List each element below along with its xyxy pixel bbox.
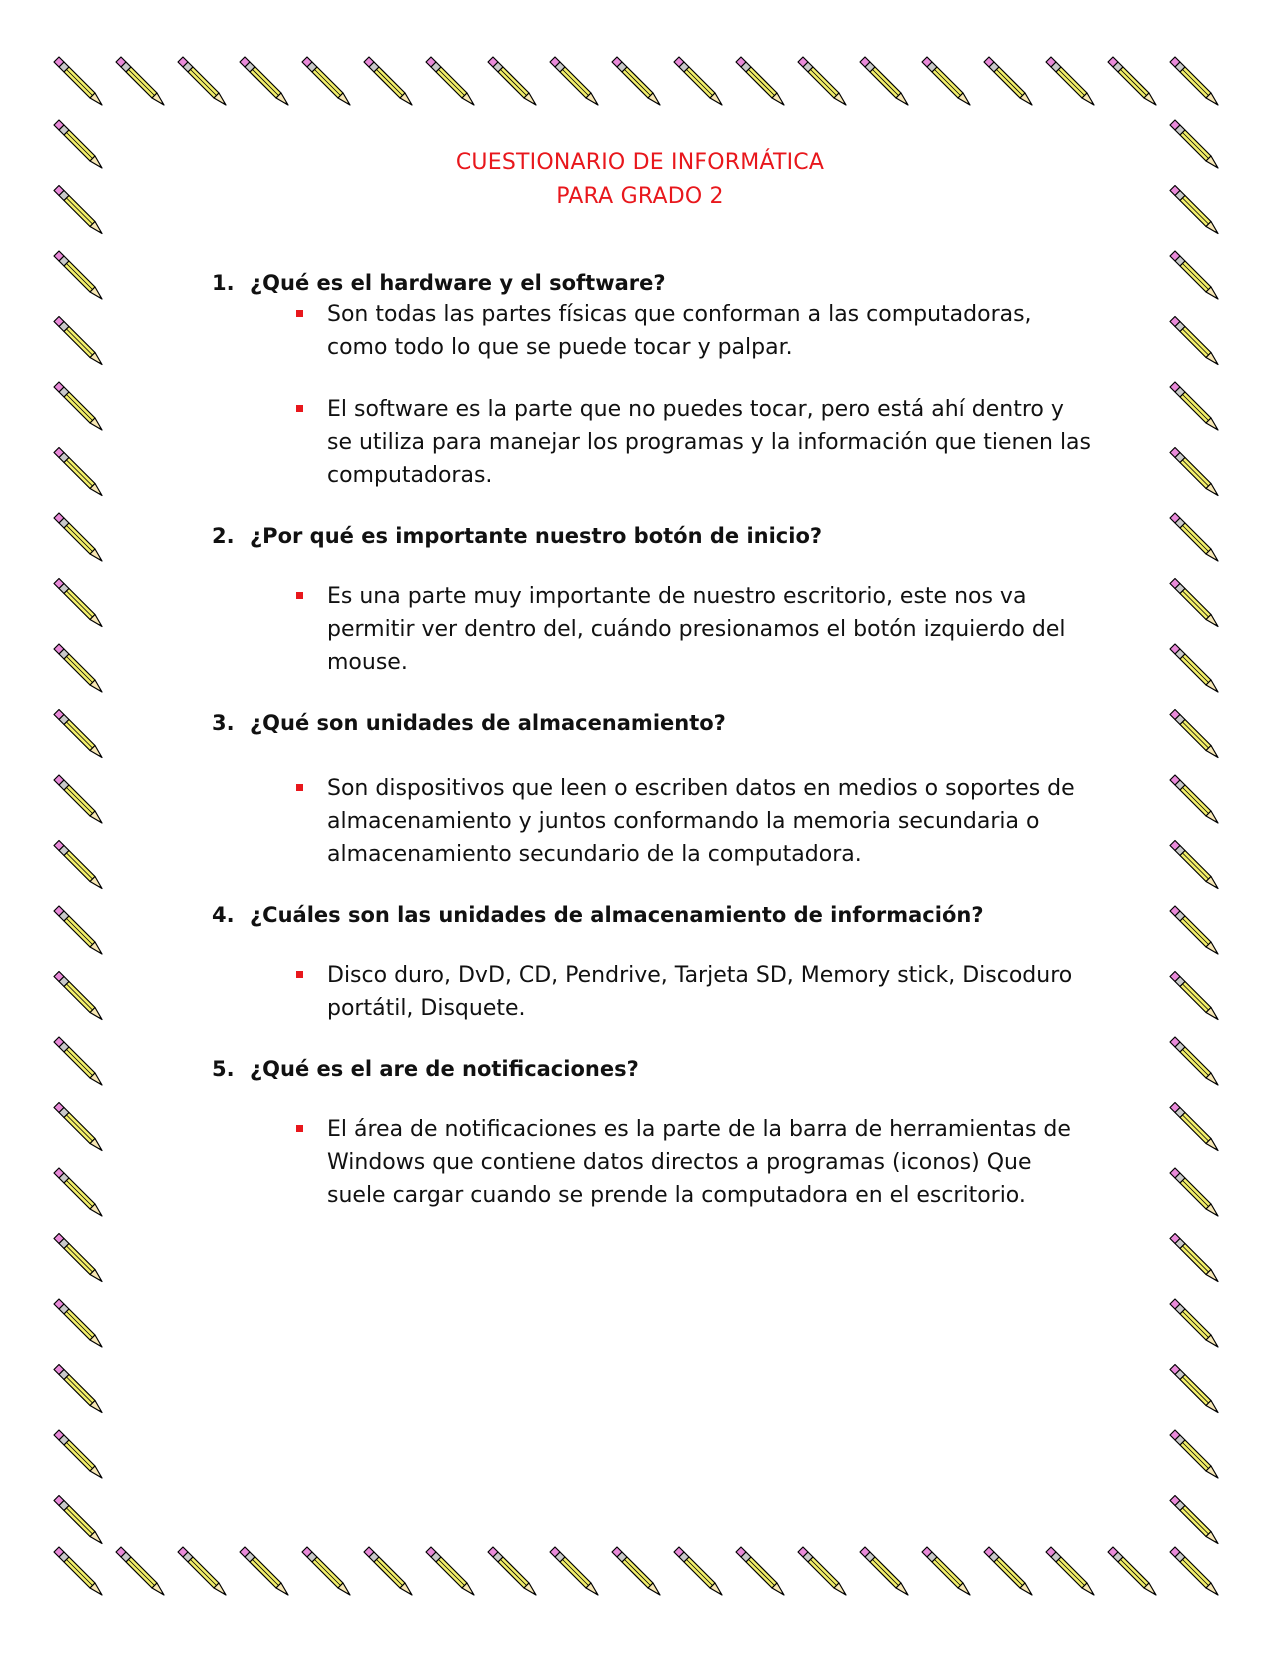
answer-text: Disco duro, DvD, CD, Pendrive, Tarjeta SD, Memory stick, Discoduro portátil, Disquete. (327, 963, 1073, 1021)
pencil-icon (798, 57, 846, 105)
pencil-icon (736, 57, 784, 105)
pencil-icon (178, 57, 226, 105)
pencil-icon (1170, 448, 1218, 496)
pencil-icon (240, 57, 288, 105)
pencil-icon (860, 1547, 908, 1595)
pencil-icon (302, 57, 350, 105)
pencil-icon (54, 1103, 102, 1151)
pencil-icon (1170, 972, 1218, 1020)
pencil-icon (488, 57, 536, 105)
pencil-icon (1170, 1430, 1218, 1478)
pencil-icon (1170, 1037, 1218, 1085)
pencil-icon (1170, 1365, 1218, 1413)
answer-text: Son dispositivos que leen o escriben datos en medios o soportes de almacenamiento y juntos conformando la memoria secundaria o almacenamiento secundario de la computadora. (327, 776, 1075, 867)
pencil-icon (54, 317, 102, 365)
pencil-icon (550, 57, 598, 105)
answer-item (212, 298, 1112, 364)
pencil-icon (302, 1547, 350, 1595)
question-text: ¿Cuáles son las unidades de almacenamiento de información? (250, 903, 984, 927)
answer-item (212, 580, 1112, 679)
pencil-icon (54, 906, 102, 954)
pencil-icon (1170, 644, 1218, 692)
answer-item (212, 1113, 1112, 1212)
pencil-icon (1170, 1234, 1218, 1282)
pencil-icon (612, 1547, 660, 1595)
pencil-icon (1108, 1547, 1156, 1595)
pencil-icon (54, 1168, 102, 1216)
pencil-icon (54, 1496, 102, 1544)
question-number: 1. (212, 271, 235, 295)
pencil-icon (54, 1299, 102, 1347)
pencil-icon (54, 251, 102, 299)
pencil-icon (1170, 1168, 1218, 1216)
pencil-icon (1170, 1547, 1218, 1595)
pencil-icon (550, 1547, 598, 1595)
pencil-icon (54, 382, 102, 430)
pencil-icon (54, 710, 102, 758)
pencil-icon (54, 644, 102, 692)
bullet-icon (296, 405, 303, 412)
question-number: 4. (212, 903, 235, 927)
question-5 (212, 1054, 1112, 1084)
answer-item (212, 959, 1112, 1025)
pencil-icon (798, 1547, 846, 1595)
pencil-icon (922, 1547, 970, 1595)
answer-text: El software es la parte que no puedes tocar, pero está ahí dentro y se utiliza para manejar los programas y la información que tienen las computadoras. (327, 397, 1091, 488)
page-subtitle: PARA GRADO 2 (556, 184, 724, 209)
pencil-icon (1170, 1103, 1218, 1151)
pencil-icon (1170, 841, 1218, 889)
pencil-icon (922, 57, 970, 105)
bullet-icon (296, 971, 303, 978)
bullet-icon (296, 310, 303, 317)
pencil-icon (860, 57, 908, 105)
question-2 (212, 521, 1112, 551)
pencil-icon (1170, 251, 1218, 299)
pencil-icon (736, 1547, 784, 1595)
pencil-icon (612, 57, 660, 105)
pencil-icon (1170, 317, 1218, 365)
pencil-icon (1170, 513, 1218, 561)
pencil-icon (488, 1547, 536, 1595)
answer-item (212, 393, 1112, 492)
pencil-icon (1046, 1547, 1094, 1595)
question-4 (212, 900, 1112, 930)
pencil-icon (1170, 579, 1218, 627)
pencil-icon (116, 1547, 164, 1595)
pencil-icon (1170, 775, 1218, 823)
pencil-icon (1108, 57, 1156, 105)
pencil-icon (54, 1365, 102, 1413)
pencil-icon (1046, 57, 1094, 105)
pencil-icon (54, 1037, 102, 1085)
pencil-icon (54, 579, 102, 627)
pencil-icon (364, 57, 412, 105)
pencil-icon (364, 1547, 412, 1595)
pencil-icon (54, 1234, 102, 1282)
pencil-icon (54, 775, 102, 823)
question-text: ¿Qué es el are de notificaciones? (250, 1057, 639, 1081)
pencil-icon (426, 57, 474, 105)
bullet-icon (296, 592, 303, 599)
bullet-icon (296, 784, 303, 791)
pencil-icon (54, 972, 102, 1020)
pencil-icon (1170, 906, 1218, 954)
question-text: ¿Qué son unidades de almacenamiento? (250, 711, 726, 735)
question-number: 2. (212, 524, 235, 548)
pencil-icon (1170, 57, 1218, 105)
question-text: ¿Qué es el hardware y el software? (250, 271, 666, 295)
page-title: CUESTIONARIO DE INFORMÁTICA (455, 150, 825, 175)
pencil-icon (178, 1547, 226, 1595)
question-number: 3. (212, 711, 235, 735)
pencil-icon (240, 1547, 288, 1595)
pencil-icon (54, 1547, 102, 1595)
answer-text: Es una parte muy importante de nuestro escritorio, este nos va permitir ver dentro del, cuándo presionamos el botón izquierdo del mouse. (327, 584, 1066, 675)
pencil-icon (1170, 382, 1218, 430)
pencil-icon (54, 1430, 102, 1478)
question-1 (212, 268, 1112, 298)
answer-text: Son todas las partes físicas que conforman a las computadoras, como todo lo que se puede tocar y palpar. (327, 302, 1032, 360)
bullet-icon (296, 1125, 303, 1132)
pencil-icon (1170, 1496, 1218, 1544)
pencil-icon (54, 841, 102, 889)
pencil-icon (54, 57, 102, 105)
pencil-icon (116, 57, 164, 105)
answer-text: El área de notificaciones es la parte de la barra de herramientas de Windows que contiene datos directos a programas (iconos) Que suele cargar cuando se prende la computadora en el escritorio. (327, 1117, 1071, 1208)
question-3 (212, 708, 1112, 738)
pencil-icon (984, 57, 1032, 105)
questionnaire (212, 268, 1112, 1212)
pencil-icon (54, 513, 102, 561)
question-text: ¿Por qué es importante nuestro botón de inicio? (250, 524, 823, 548)
pencil-icon (1170, 710, 1218, 758)
pencil-icon (1170, 1299, 1218, 1347)
pencil-icon (984, 1547, 1032, 1595)
question-number: 5. (212, 1057, 235, 1081)
answer-item (212, 772, 1112, 871)
pencil-icon (54, 448, 102, 496)
pencil-icon (674, 57, 722, 105)
pencil-icon (674, 1547, 722, 1595)
pencil-icon (426, 1547, 474, 1595)
